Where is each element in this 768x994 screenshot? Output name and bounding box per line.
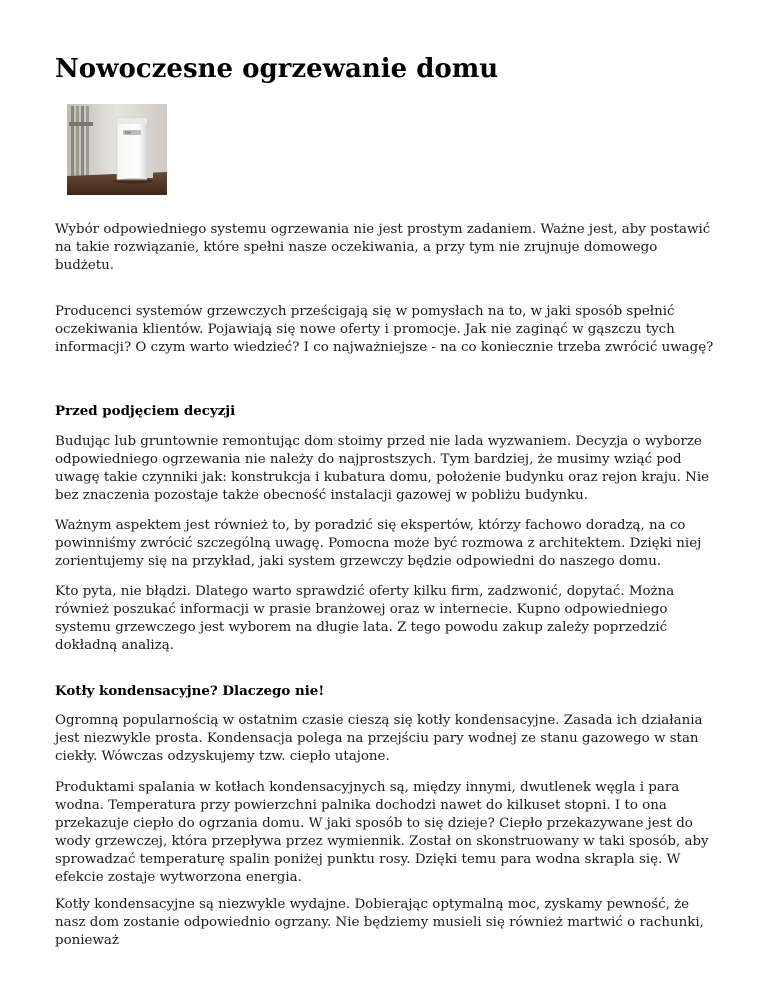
intro-paragraph-2: Producenci systemów grzewczych prześcigają się w pomysłach na to, w jaki sposób spełnić oczekiwania klientów. Pojawiają się nowe oferty i promocje. Jak nie zaginąć w gąszczu tych informacji? O czym warto wiedzieć? I co najważniejsze - na co koniecznie trzeba zwrócić uwagę? <box>55 304 714 355</box>
section2-paragraph-3: Kotły kondensacyjne są niezwykle wydajne. Dobierając optymalną moc, zyskamy pewność, że nasz dom zostanie odpowiednio ogrzany. Nie będziemy musieli się również martwić o rachunki, ponieważ <box>55 897 704 948</box>
intro-paragraph-1: Wybór odpowiedniego systemu ogrzewania nie jest prostym zadaniem. Ważne jest, aby postawić na takie rozwiązanie, które spełni nasze oczekiwania, a przy tym nie zrujnuje domowego budżetu. <box>55 222 711 273</box>
section1-paragraph-2: Ważnym aspektem jest również to, by poradzić się ekspertów, którzy fachowo doradzą, na co powinniśmy zwrócić szczególną uwagę. Pomocna może być rozmowa z architektem. Dzięki niej zorientujemy się na przykład, jaki system grzewczy będzie odpowiedni do naszego domu. <box>55 518 702 569</box>
section-heading-decision: Przed podjęciem decyzji <box>55 403 236 419</box>
page-title: Nowoczesne ogrzewanie domu <box>55 54 499 84</box>
hero-image <box>67 104 167 195</box>
boiler-photo-icon <box>67 104 167 195</box>
section1-paragraph-3: Kto pyta, nie błądzi. Dlatego warto sprawdzić oferty kilku firm, zadzwonić, dopytać. Można również poszukać informacji w prasie branżowej oraz w internecie. Kupno odpowiedniego systemu grzewczego jest wyborem na długie lata. Z tego powodu zakup zależy poprzedzić dokładną analizą. <box>55 584 675 653</box>
section-heading-condensing-boilers: Kotły kondensacyjne? Dlaczego nie! <box>55 683 325 699</box>
section2-paragraph-1: Ogromną popularnością w ostatnim czasie cieszą się kotły kondensacyjne. Zasada ich działania jest niezwykle prosta. Kondensacja polega na przejściu pary wodnej ze stanu gazowego w stan ciekły. Wówczas odzyskujemy tzw. ciepło utajone. <box>55 713 703 764</box>
section1-paragraph-1: Budując lub gruntownie remontując dom stoimy przed nie lada wyzwaniem. Decyzja o wyborze odpowiedniego ogrzewania nie należy do najprostszych. Tym bardziej, że musimy wziąć pod uwagę takie czynniki jak: konstrukcja i kubatura domu, położenie budynku oraz rejon kraju. Nie bez znaczenia pozostaje także obecność instalacji gazowej w pobliżu budynku. <box>55 434 710 503</box>
section2-paragraph-2: Produktami spalania w kotłach kondensacyjnych są, między innymi, dwutlenek węgla i para wodna. Temperatura przy powierzchni palnika dochodzi nawet do kilkuset stopni. I to ona przekazuje ciepło do ogrzania domu. W jaki sposób to się dzieje? Ciepło przekazywane jest do wody grzewczej, która przepływa przez wymiennik. Został on skonstruowany w taki sposób, aby sprowadzać temperaturę spalin poniżej punktu rosy. Dzięki temu para wodna skrapla się. W efekcie zostaje wytworzona energia. <box>55 780 709 885</box>
